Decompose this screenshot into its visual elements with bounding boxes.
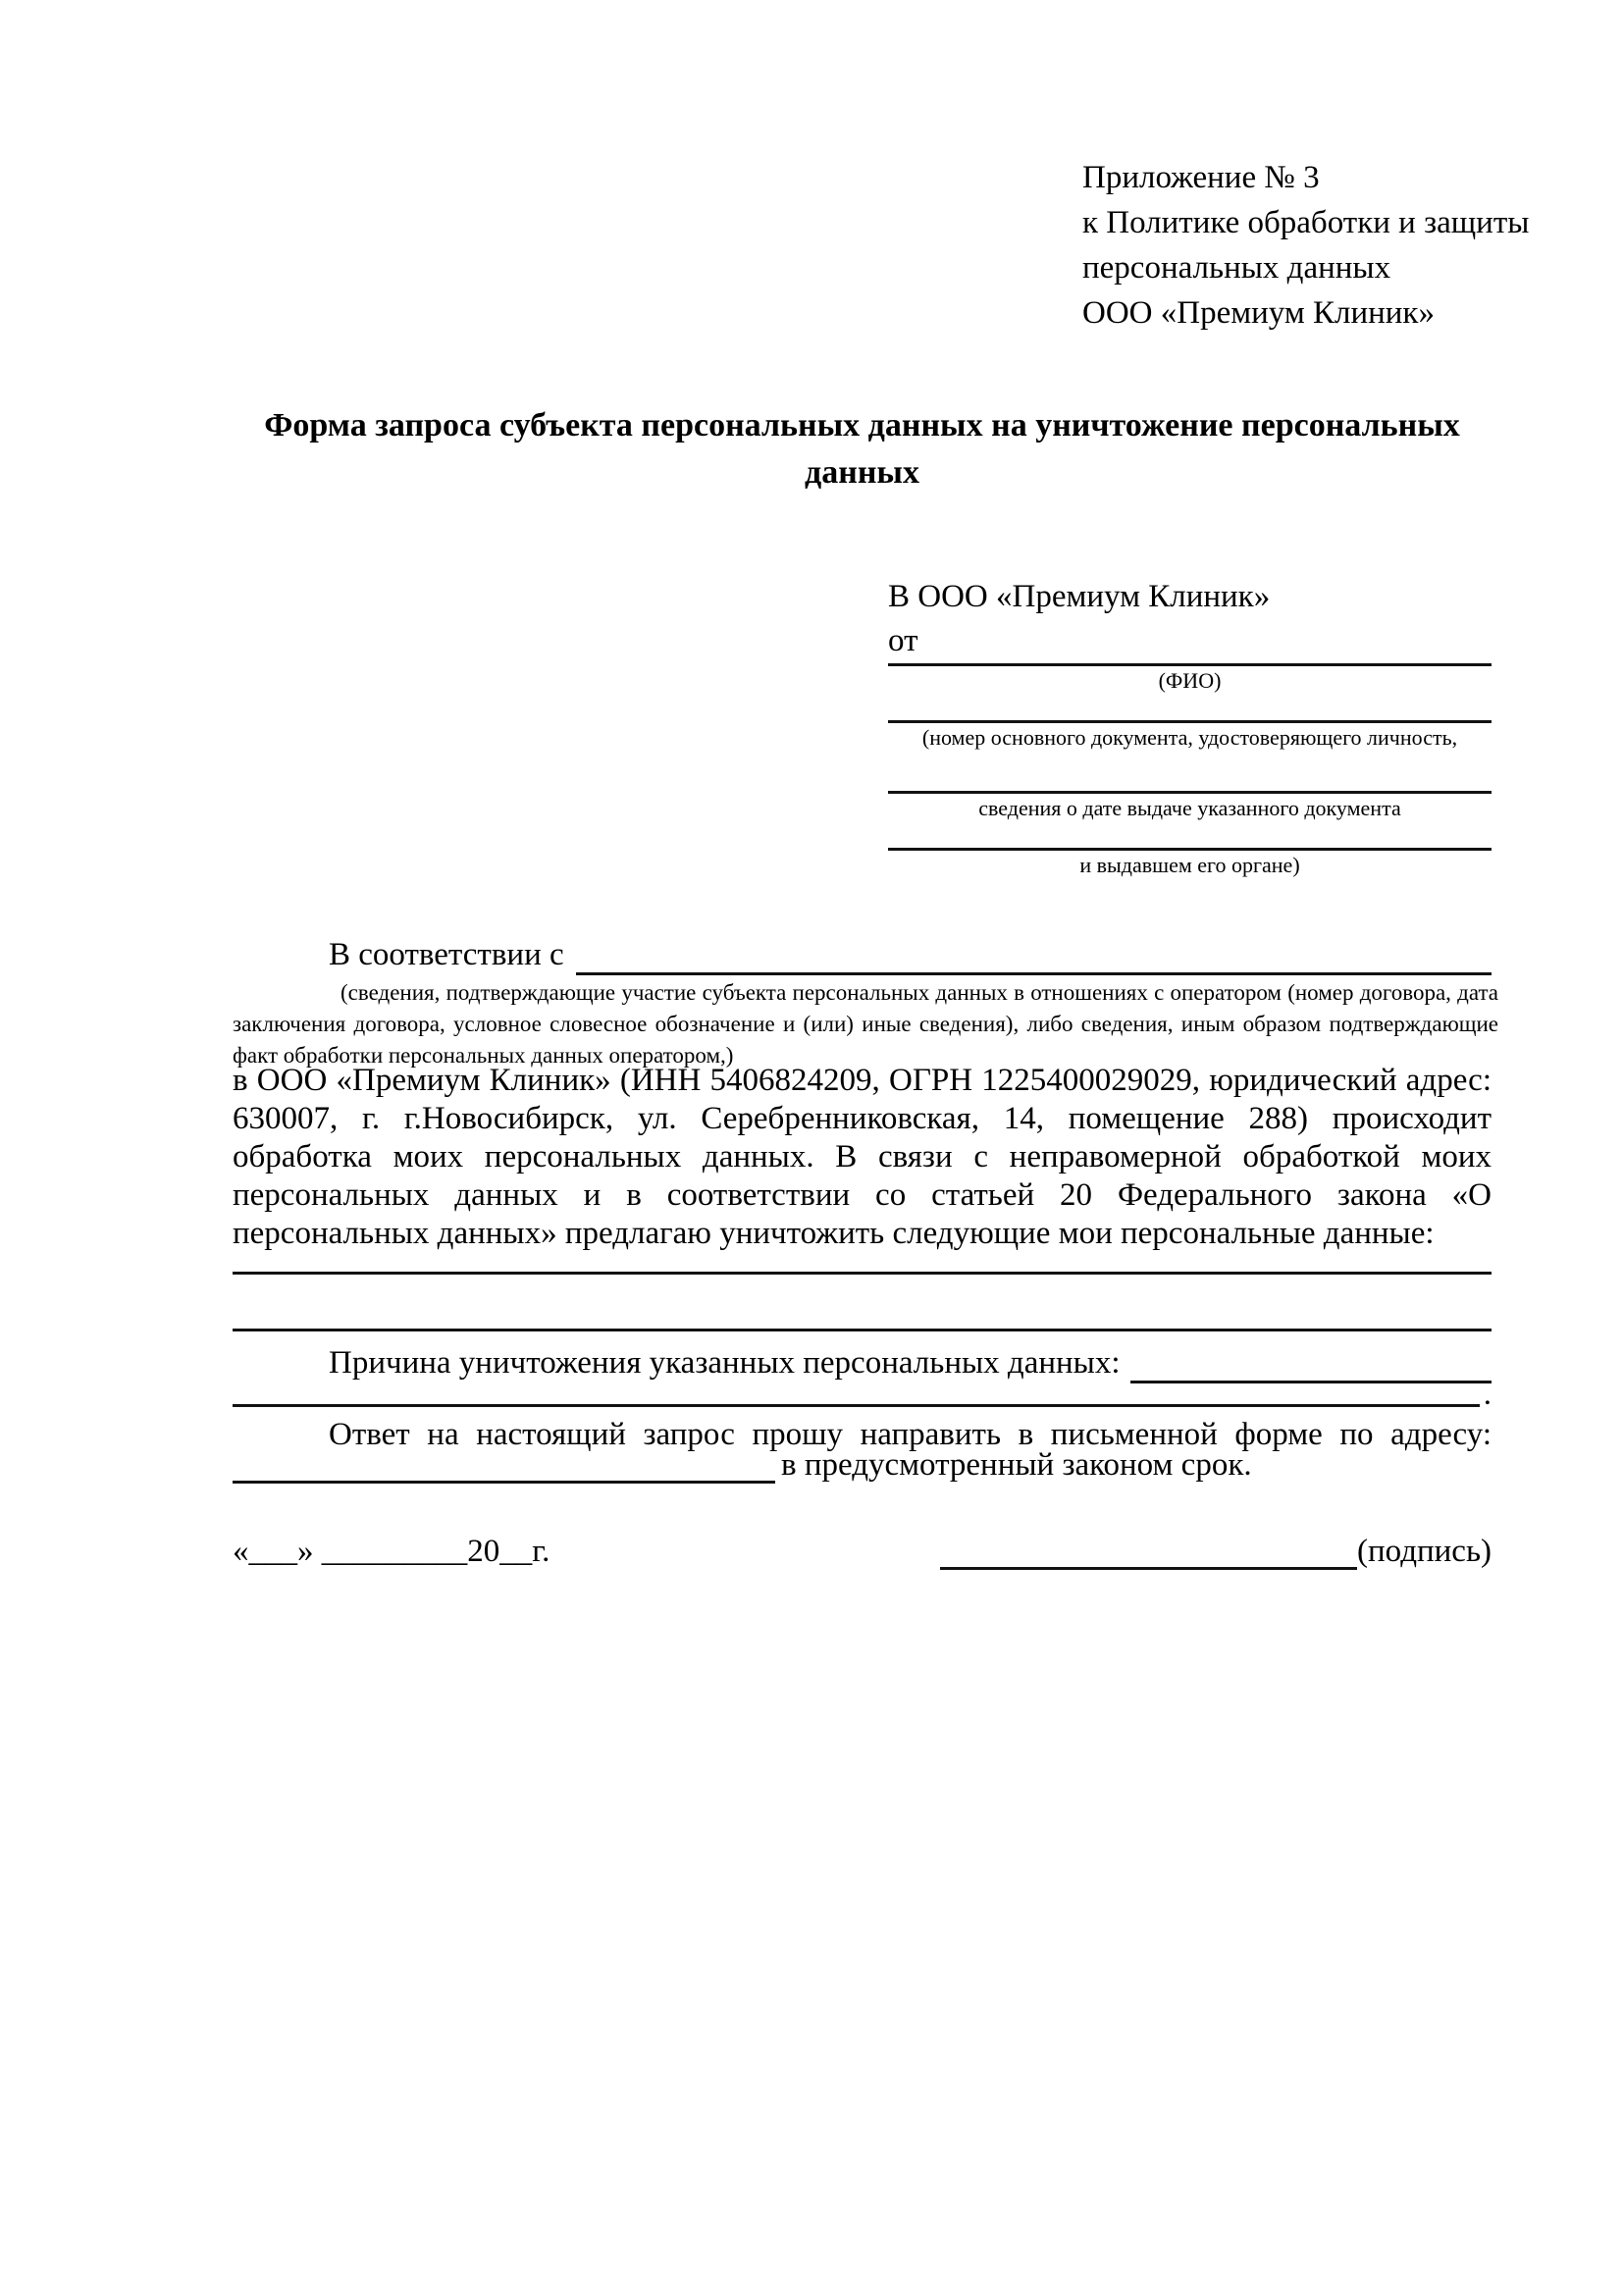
reason-blank-field	[1130, 1346, 1492, 1383]
main-paragraph: в ООО «Премиум Клиник» (ИНН 5406824209, ОГРН 1225400029029, юридический адрес: 630007, г. г.Новосибирск, ул. Серебренниковская, 14, помещение 288) происходит обработка моих персональных данных. В связи с неправомерной обработкой моих персональных данных и в соответствии со статьей 20 Федерального закона «О персональных данных» предлагаю уничтожить следующие мои персональные данные:	[233, 1063, 1492, 1251]
annex-line-1: Приложение № 3	[1082, 160, 1320, 195]
doc-caption-2: сведения о дате выдаче указанного документа	[978, 796, 1401, 820]
annex-header	[1082, 155, 1529, 336]
reason-continuation-line	[233, 1377, 1492, 1412]
address-blank-field	[233, 1454, 775, 1484]
data-blank-line-2	[233, 1278, 1492, 1331]
accordance-note: (сведения, подтверждающие участие субъекта персональных данных в отношениях с оператором (номер договора, дата заключения договора, условное словесное обозначение и (или) иные сведения), либо сведения, иным образом подтверждающие факт обработки персональных данных оператором,)	[233, 980, 1498, 1068]
response-line: Ответ на настоящий запрос прошу направить в письменной форме по адресу:	[329, 1417, 1492, 1452]
reason-continuation-blank	[233, 1382, 1480, 1407]
reason-line	[233, 1346, 1492, 1383]
signature-caption: (подпись)	[1357, 1534, 1492, 1569]
addressee-to-line: В ООО «Премиум Клиник»	[888, 579, 1271, 614]
accordance-blank-field	[576, 936, 1492, 975]
doc-blank-field-1	[888, 696, 1492, 723]
accordance-prefix: В соответствии с	[329, 937, 564, 972]
data-blank-line-1	[233, 1238, 1492, 1275]
annex-line-4: ООО «Премиум Клиник»	[1082, 295, 1435, 331]
addressee-from-line: от	[888, 623, 918, 658]
response-suffix: в предусмотренный законом срок.	[781, 1447, 1252, 1483]
accordance-line	[233, 936, 1492, 975]
date-signature-row	[233, 1529, 1492, 1570]
date-line: «___» _________20__г.	[233, 1534, 550, 1569]
doc-caption-3: и выдавшем его органе)	[1079, 853, 1300, 877]
address-line	[233, 1447, 1492, 1484]
reason-period: .	[1483, 1377, 1492, 1412]
doc-caption-1: (номер основного документа, удостоверяющего личность,	[921, 725, 1458, 750]
doc-blank-field-3	[888, 823, 1492, 851]
fio-caption: (ФИО)	[1158, 668, 1222, 693]
annex-line-3: персональных данных	[1082, 250, 1391, 286]
addressee-block	[888, 575, 1492, 880]
signature-blank-field	[940, 1529, 1357, 1570]
reason-label: Причина уничтожения указанных персональных данных:	[329, 1345, 1121, 1381]
form-title: Форма запроса субъекта персональных данных на уничтожение персональных данных	[264, 407, 1460, 491]
doc-blank-field-2	[888, 753, 1492, 794]
annex-line-2: к Политике обработки и защиты	[1082, 205, 1530, 240]
